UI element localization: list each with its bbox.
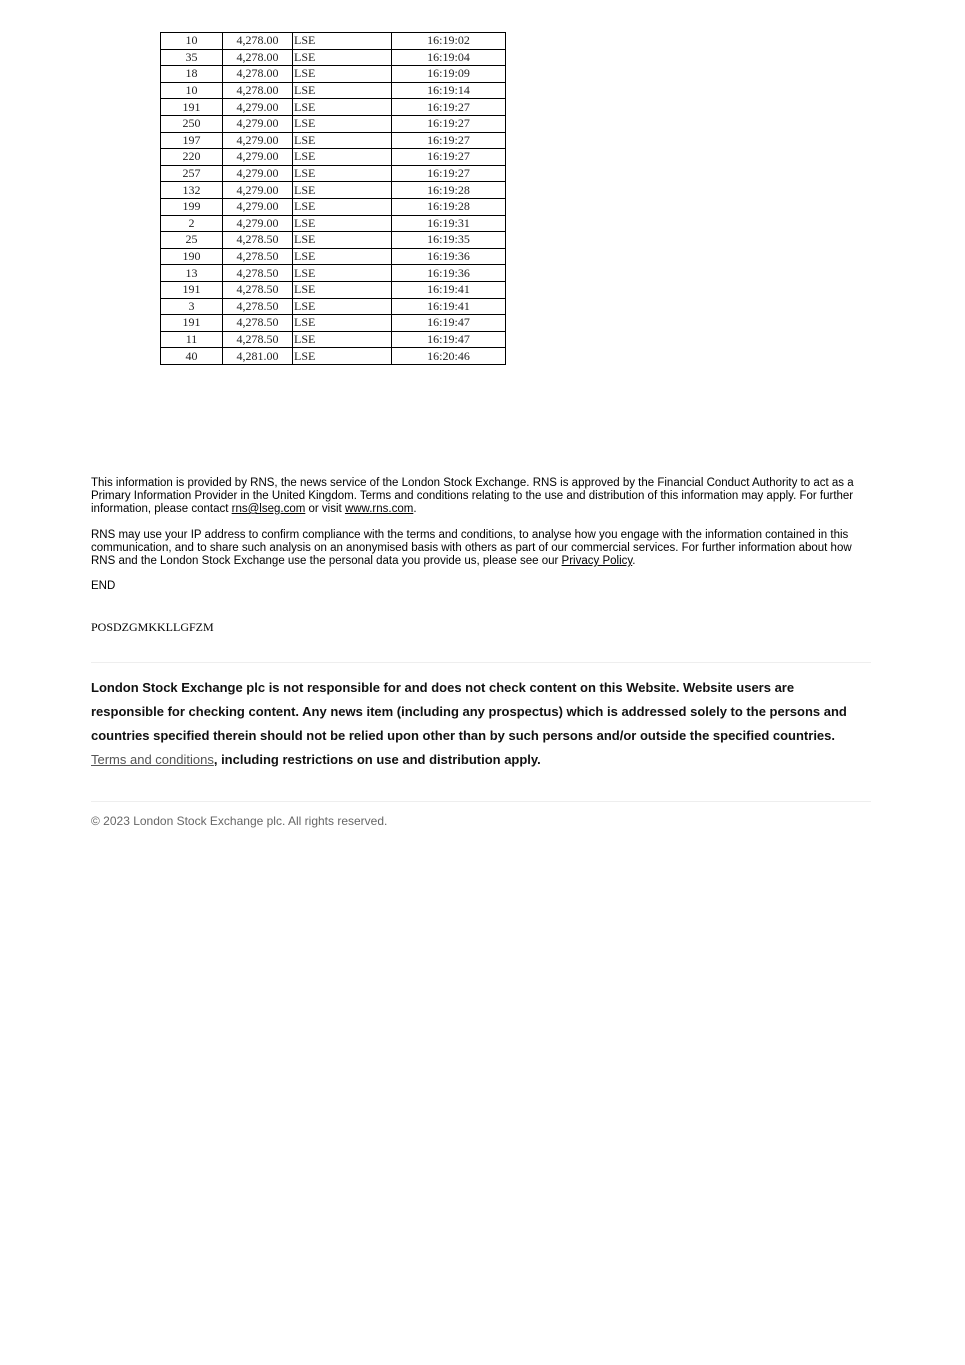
table-row xyxy=(161,115,506,132)
venue-cell: LSE xyxy=(293,248,392,265)
venue-cell: LSE xyxy=(293,281,392,298)
table-row xyxy=(161,215,506,232)
price-cell: 4,278.00 xyxy=(223,49,293,66)
table-row xyxy=(161,265,506,282)
disclaimer-body: London Stock Exchange plc is not responsible for and does not check content on this Website. Website users are responsible for checking content. Any news item (including any prospectus) which is addressed solely to the persons and countries specified therein should not be relied upon other than by such persons and/or outside the specified countries. xyxy=(91,680,847,743)
time-cell: 16:19:02 xyxy=(392,33,506,50)
table-row xyxy=(161,49,506,66)
venue-cell: LSE xyxy=(293,149,392,166)
price-cell: 4,278.50 xyxy=(223,232,293,249)
terms-and-conditions-link[interactable]: Terms and conditions xyxy=(91,752,214,767)
time-cell: 16:19:41 xyxy=(392,298,506,315)
time-cell: 16:19:36 xyxy=(392,248,506,265)
volume-cell: 10 xyxy=(161,82,223,99)
venue-cell: LSE xyxy=(293,33,392,50)
table-row xyxy=(161,82,506,99)
price-cell: 4,278.00 xyxy=(223,33,293,50)
time-cell: 16:19:27 xyxy=(392,132,506,149)
volume-cell: 191 xyxy=(161,99,223,116)
table-row xyxy=(161,132,506,149)
time-cell: 16:19:27 xyxy=(392,115,506,132)
table-row xyxy=(161,331,506,348)
rns-privacy-text: RNS may use your IP address to confirm compliance with the terms and conditions, to analyse how you engage with the information contained in this communication, and to share such analysis on an anonymised basis with others as part of our commercial services. For further information about how RNS and the London Stock Exchange use the personal data you provide us, please see our xyxy=(91,529,852,567)
document-code: POSDZGMKKLLGFZM xyxy=(91,620,214,634)
table-row xyxy=(161,99,506,116)
time-cell: 16:19:41 xyxy=(392,281,506,298)
table-row xyxy=(161,165,506,182)
rns-information-notice xyxy=(91,477,863,516)
venue-cell: LSE xyxy=(293,348,392,365)
price-cell: 4,279.00 xyxy=(223,99,293,116)
rns-privacy-notice xyxy=(91,529,863,568)
disclaimer-end: , including restrictions on use and distribution apply. xyxy=(213,752,541,767)
price-cell: 4,278.50 xyxy=(223,298,293,315)
venue-cell: LSE xyxy=(293,115,392,132)
time-cell: 16:19:36 xyxy=(392,265,506,282)
volume-cell: 132 xyxy=(161,182,223,199)
table-row xyxy=(161,33,506,50)
table-row xyxy=(161,281,506,298)
volume-cell: 2 xyxy=(161,215,223,232)
price-cell: 4,281.00 xyxy=(223,348,293,365)
price-cell: 4,278.50 xyxy=(223,281,293,298)
volume-cell: 18 xyxy=(161,66,223,83)
rns-info-end: . xyxy=(413,503,417,515)
end-label: END xyxy=(91,580,116,592)
volume-cell: 199 xyxy=(161,198,223,215)
trades-table xyxy=(160,32,506,365)
time-cell: 16:19:09 xyxy=(392,66,506,83)
venue-cell: LSE xyxy=(293,66,392,83)
trades-table-body xyxy=(161,33,506,365)
time-cell: 16:19:27 xyxy=(392,99,506,116)
volume-cell: 197 xyxy=(161,132,223,149)
volume-cell: 191 xyxy=(161,315,223,332)
volume-cell: 13 xyxy=(161,265,223,282)
price-cell: 4,279.00 xyxy=(223,182,293,199)
venue-cell: LSE xyxy=(293,165,392,182)
time-cell: 16:19:47 xyxy=(392,315,506,332)
rns-email-link[interactable]: rns@lseg.com xyxy=(231,503,306,515)
volume-cell: 25 xyxy=(161,232,223,249)
venue-cell: LSE xyxy=(293,182,392,199)
rns-or-visit-text: or visit xyxy=(305,503,345,515)
time-cell: 16:19:35 xyxy=(392,232,506,249)
table-row xyxy=(161,298,506,315)
venue-cell: LSE xyxy=(293,132,392,149)
price-cell: 4,278.50 xyxy=(223,265,293,282)
volume-cell: 11 xyxy=(161,331,223,348)
copyright-text: © 2023 London Stock Exchange plc. All rights reserved. xyxy=(91,814,388,828)
volume-cell: 10 xyxy=(161,33,223,50)
privacy-policy-link[interactable]: Privacy Policy xyxy=(561,555,633,567)
volume-cell: 220 xyxy=(161,149,223,166)
time-cell: 16:19:04 xyxy=(392,49,506,66)
venue-cell: LSE xyxy=(293,49,392,66)
volume-cell: 191 xyxy=(161,281,223,298)
table-row xyxy=(161,248,506,265)
venue-cell: LSE xyxy=(293,232,392,249)
disclaimer-text xyxy=(91,676,861,772)
venue-cell: LSE xyxy=(293,82,392,99)
time-cell: 16:19:31 xyxy=(392,215,506,232)
table-row xyxy=(161,66,506,83)
time-cell: 16:20:46 xyxy=(392,348,506,365)
price-cell: 4,278.50 xyxy=(223,331,293,348)
volume-cell: 40 xyxy=(161,348,223,365)
price-cell: 4,278.50 xyxy=(223,315,293,332)
price-cell: 4,279.00 xyxy=(223,149,293,166)
rns-privacy-end: . xyxy=(632,555,636,567)
price-cell: 4,279.00 xyxy=(223,132,293,149)
table-row xyxy=(161,198,506,215)
price-cell: 4,279.00 xyxy=(223,198,293,215)
price-cell: 4,279.00 xyxy=(223,215,293,232)
divider xyxy=(91,801,871,802)
volume-cell: 35 xyxy=(161,49,223,66)
volume-cell: 257 xyxy=(161,165,223,182)
venue-cell: LSE xyxy=(293,315,392,332)
price-cell: 4,278.50 xyxy=(223,248,293,265)
venue-cell: LSE xyxy=(293,99,392,116)
volume-cell: 190 xyxy=(161,248,223,265)
rns-info-text: This information is provided by RNS, the news service of the London Stock Exchange. RNS is approved by the Financial Conduct Authority to act as a Primary Information Provider in the United Kingdom. Terms and conditions relating to the use and distribution of this information may apply. For further information, please contact xyxy=(91,477,854,515)
table-row xyxy=(161,232,506,249)
time-cell: 16:19:28 xyxy=(392,182,506,199)
time-cell: 16:19:47 xyxy=(392,331,506,348)
venue-cell: LSE xyxy=(293,298,392,315)
volume-cell: 3 xyxy=(161,298,223,315)
venue-cell: LSE xyxy=(293,198,392,215)
table-row xyxy=(161,149,506,166)
price-cell: 4,279.00 xyxy=(223,115,293,132)
price-cell: 4,278.00 xyxy=(223,66,293,83)
table-row xyxy=(161,182,506,199)
rns-website-link[interactable]: www.rns.com xyxy=(344,503,414,515)
venue-cell: LSE xyxy=(293,215,392,232)
price-cell: 4,278.00 xyxy=(223,82,293,99)
venue-cell: LSE xyxy=(293,265,392,282)
venue-cell: LSE xyxy=(293,331,392,348)
time-cell: 16:19:27 xyxy=(392,165,506,182)
time-cell: 16:19:27 xyxy=(392,149,506,166)
table-row xyxy=(161,348,506,365)
price-cell: 4,279.00 xyxy=(223,165,293,182)
divider xyxy=(91,662,871,663)
time-cell: 16:19:14 xyxy=(392,82,506,99)
time-cell: 16:19:28 xyxy=(392,198,506,215)
volume-cell: 250 xyxy=(161,115,223,132)
table-row xyxy=(161,315,506,332)
